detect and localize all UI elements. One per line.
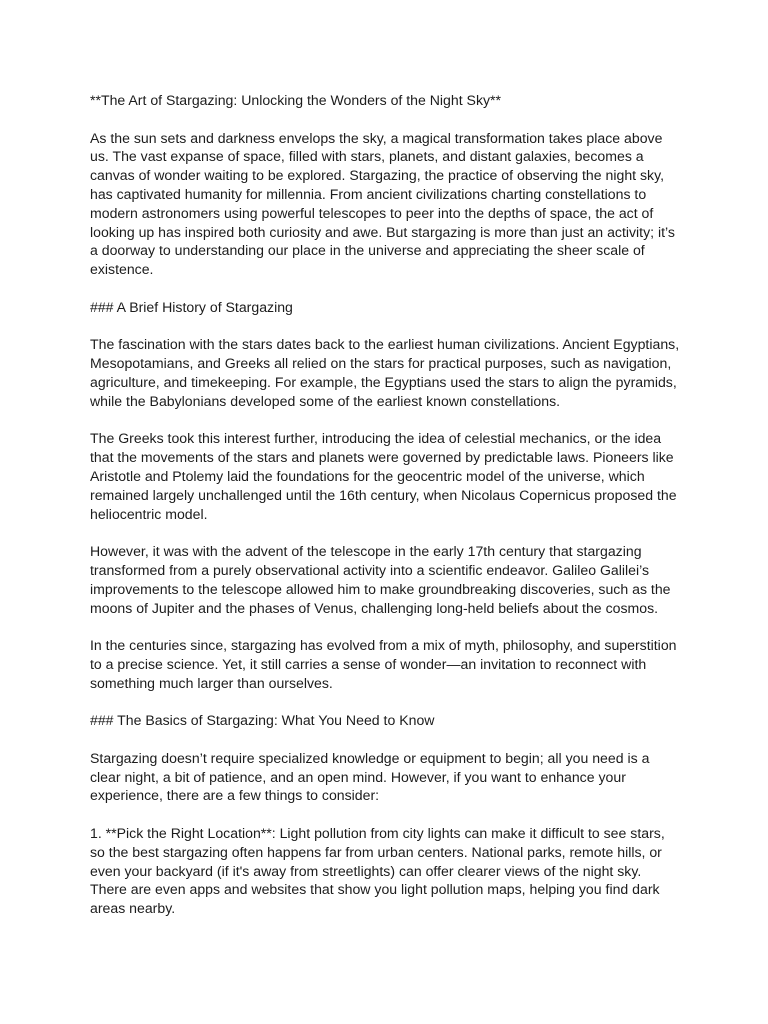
history-paragraph-3: However, it was with the advent of the telescope in the early 17th century that stargazing transformed from a purely observational activity into a scientific endeavor. Galileo Galilei’s improvements to the telescope allowed him to make groundbreaking discoveries, such as the moons of Jupiter and the phases of Venus, challenging long-held beliefs about the cosmos. [90, 543, 671, 616]
basics-list-item-1: 1. **Pick the Right Location**: Light pollution from city lights can make it difficult to see stars, so the best stargazing often happens far from urban centers. National parks, remote hills, or even your backyard (if it's away from streetlights) can offer clearer views of the night sky. There are even apps and websites that show you light pollution maps, helping you find dark areas nearby. [90, 825, 665, 917]
basics-paragraph-1: Stargazing doesn’t require specialized knowledge or equipment to begin; all you need is a clear night, a bit of patience, and an open mind. However, if you want to enhance your experience, there are a few things to consider: [90, 749, 650, 804]
history-paragraph-1: The fascination with the stars dates back to the earliest human civilizations. Ancient Egyptians, Mesopotamians, and Greeks all relied on the stars for practical purposes, such as navigation, agriculture, and timekeeping. For example, the Egyptians used the stars to align the pyramids, while the Babylonians developed some of the earliest known constellations. [90, 336, 680, 409]
basics-heading: ### The Basics of Stargazing: What You Need to Know [90, 712, 435, 729]
history-paragraph-4: In the centuries since, stargazing has evolved from a mix of myth, philosophy, and superstition to a precise science. Yet, it still carries a sense of wonder—an invitation to reconnect with something much larger than ourselves. [90, 637, 677, 691]
document-body [90, 91, 680, 937]
intro-paragraph: As the sun sets and darkness envelops the sky, a magical transformation takes place above us. The vast expanse of space, filled with stars, planets, and distant galaxies, becomes a canvas of wonder waiting to be explored. Stargazing, the practice of observing the night sky, has captivated humanity for millennia. From ancient civilizations charting constellations to modern astronomers using powerful telescopes to peer into the depths of space, the act of looking up has inspired both curiosity and awe. But stargazing is more than just an activity; it’s a doorway to understanding our place in the universe and appreciating the sheer scale of existence. [90, 129, 675, 278]
history-heading: ### A Brief History of Stargazing [90, 298, 293, 315]
document-title: **The Art of Stargazing: Unlocking the Wonders of the Night Sky** [90, 92, 502, 108]
history-paragraph-2: The Greeks took this interest further, introducing the idea of celestial mechanics, or the idea that the movements of the stars and planets were governed by predictable laws. Pioneers like Aristotle and Ptolemy laid the foundations for the geocentric model of the universe, which remained largely unchallenged until the 16th century, when Nicolaus Copernicus proposed the heliocentric model. [90, 430, 677, 522]
